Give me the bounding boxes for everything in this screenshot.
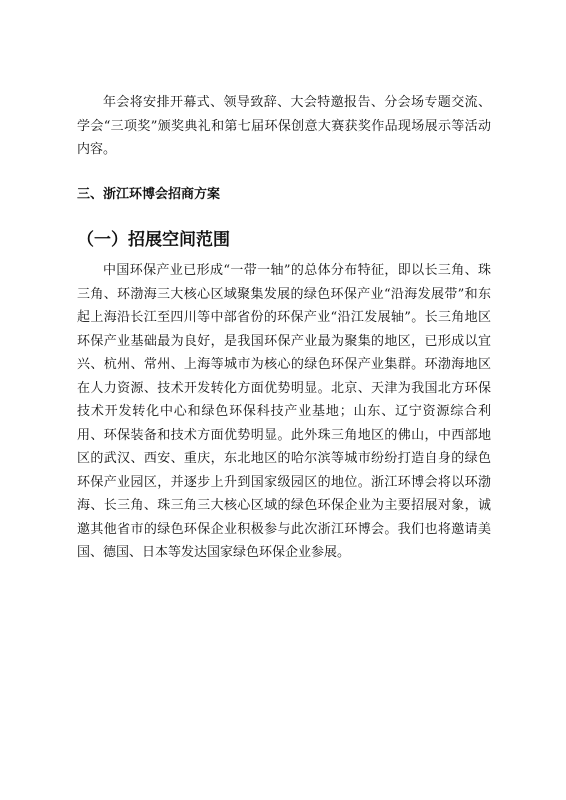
section-heading: 三、浙江环博会招商方案	[77, 187, 221, 202]
body-paragraph: 中国环保产业已形成“一带一轴”的总体分布特征，即以长三角、珠三角、环渤海三大核心区域聚集发展的绿色环保产业“沿海发展带”和东起上海沿长江至四川等中部省份的环保产业“沿江发展轴”。长三角地区环保产业基础最为良好，是我国环保产业最为聚集的地区，已形成以宜兴、杭州、常州、上海等城市为核心的绿色环保产业集群。环渤海地区在人力资源、技术开发转化方面优势明显。北京、天津为我国北方环保技术开发转化中心和绿色环保科技产业基地；山东、辽宁资源综合利用、环保装备和技术方面优势明显。此外珠三角地区的佛山，中西部地区的武汉、西安、重庆，东北地区的哈尔滨等城市纷纷打造自身的绿色环保产业园区，并逐步上升到国家级园区的地位。浙江环博会将以环渤海、长三角、珠三角三大核心区域的绿色环保企业为主要招展对象，诚邀其他省市的绿色环保企业积极参与此次浙江环博会。我们也将邀请美国、德国、日本等发达国家绿色环保企业参展。	[77, 263, 491, 560]
intro-paragraph: 年会将安排开幕式、领导致辞、大会特邀报告、分会场专题交流、学会“三项奖”颁奖典礼和第七届环保创意大赛获奖作品现场展示等活动内容。	[77, 95, 491, 157]
subsection-heading: （一）招展空间范围	[77, 230, 230, 250]
